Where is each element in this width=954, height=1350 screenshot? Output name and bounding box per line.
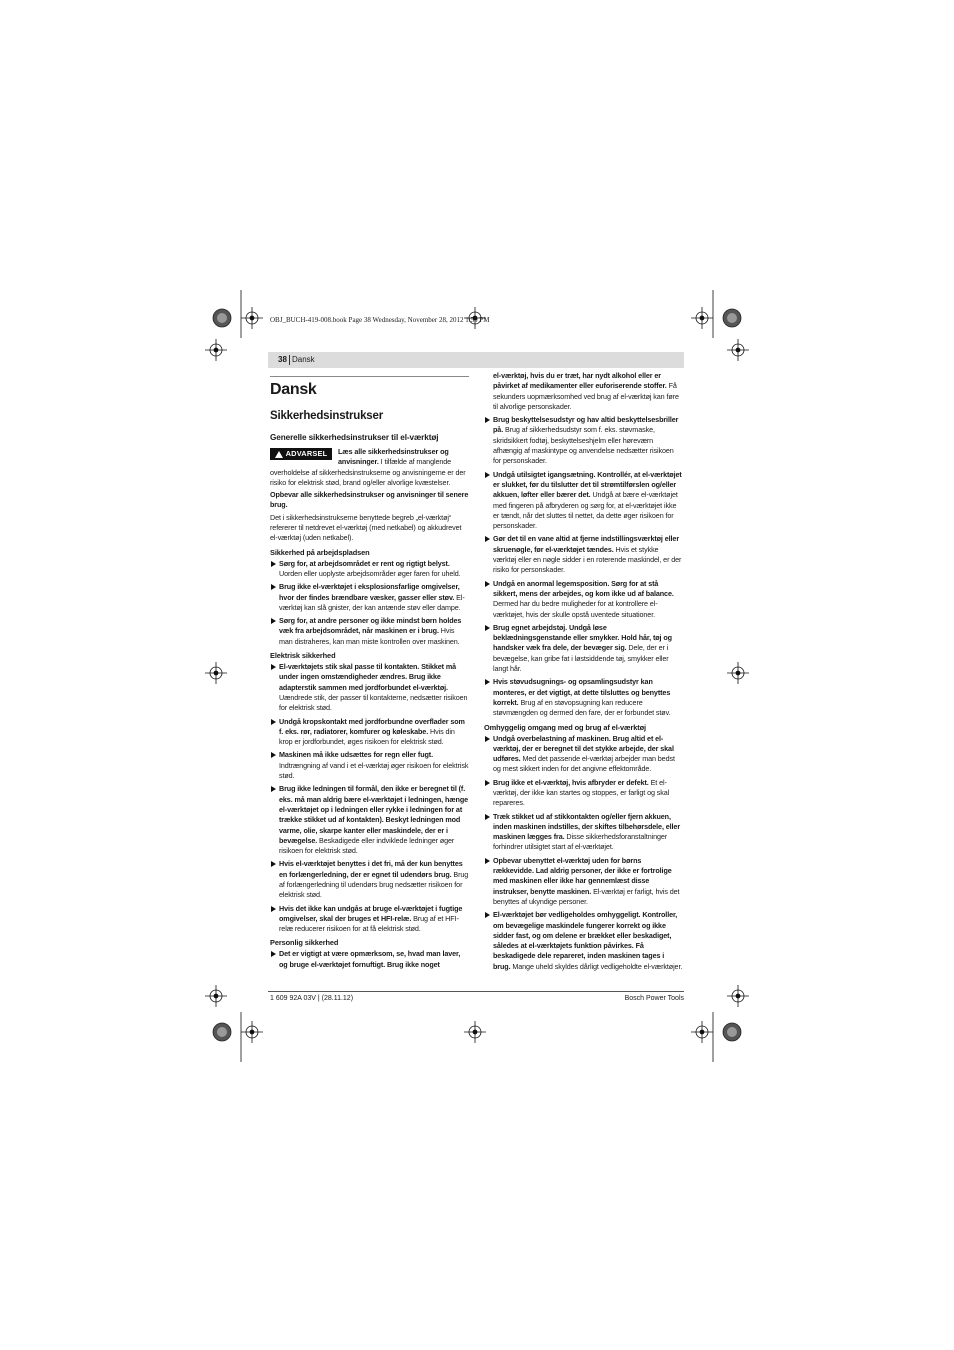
tool-use-list — [484, 734, 683, 973]
bullet-arrow-icon — [485, 472, 490, 478]
bullet-arrow-icon — [485, 912, 490, 918]
keep-notice: Opbevar alle sikkerhedsinstrukser og anvisninger til senere brug. — [270, 490, 469, 510]
bullet-arrow-icon — [485, 417, 490, 423]
bullet-arrow-icon — [271, 951, 276, 957]
bullet-arrow-icon — [485, 679, 490, 685]
list-item: el-værktøj, hvis du er træt, har nydt alkohol eller er påvirket af medikamenter eller euforiserende stoffer. Få sekunders uopmærksomhed ved brug af el-værktøj kan føre til alvorlige personskader. — [493, 371, 679, 411]
list-item: Maskinen må ikke udsættes for regn eller fugt. Indtrængning af vand i et el-værktøj øger risikoen for elektrisk stød. — [270, 750, 469, 781]
bullet-arrow-icon — [271, 618, 276, 624]
section-title: Sikkerhedsinstrukser — [270, 410, 383, 422]
list-item: El-værktøjet bør vedligeholdes omhyggeligt. Kontroller, om bevægelige maskindele fungerer korrekt og ikke sidder fast, og om delene er brækket eller beskadiget, således at el-værktøjets funktion påvirkes. Få beskadigede dele repareret, inden maskinen tages i brug. Mange uheld skyldes dårligt vedligeholdte el-værktøjer. — [484, 910, 683, 972]
left-sections — [270, 548, 469, 970]
list-item: Hvis støvudsugnings- og opsamlingsudstyr kan monteres, er det vigtigt, at dette tilsluttes og benyttes korrekt. Brug af en støvopsugning kan reducere støvmængden og dermed den fare, der er forbundet støv. — [484, 677, 683, 718]
warning-badge-label: ADVARSEL — [285, 448, 328, 458]
footer-brand: Bosch Power Tools — [624, 995, 684, 1002]
bullet-arrow-icon — [485, 536, 490, 542]
column-left — [270, 376, 469, 973]
bullet-arrow-icon — [485, 625, 490, 631]
list-item: Undgå utilsigtet igangsætning. Kontrollér, at el-værktøjet er slukket, før du tilslutter det til strømtilførslen og/eller akkuen, løfter eller bærer det. Undgå at bære el-værktøjet med fingeren på afbryderen og sørg for, at el-værktøjet ikke er tændt, når det sluttes til nettet, da dette øger risikoen for personskader. — [484, 470, 683, 532]
list-item: El-værktøjets stik skal passe til kontakten. Stikket må under ingen omstændigheder ændres. Brug ikke adapterstik sammen med jordforbundet el-værktøj. Uændrede stik, der passer til kontakterne, nedsætter risikoen for elektrisk stød. — [270, 662, 469, 713]
list-item: Hvis det ikke kan undgås at bruge el-værktøjet i fugtige omgivelser, skal der bruges et HFI-relæ. Brug af et HFI-relæ reducerer risikoen for at få elektrisk stød. — [270, 904, 469, 935]
page-number: 38 — [278, 355, 287, 364]
bullet-arrow-icon — [271, 719, 276, 725]
section-heading: Elektrisk sikkerhed — [270, 651, 336, 661]
list-item: Sørg for, at arbejdsområdet er rent og rigtigt belyst. Uorden eller uoplyste arbejdsområder øger faren for uheld. — [270, 559, 469, 580]
subsection-title: Generelle sikkerhedsinstrukser til el-værktøj — [270, 433, 439, 442]
list-item: Undgå en anormal legemsposition. Sørg for at stå sikkert, mens der arbejdes, og kom ikke ud af balance. Dermed har du bedre muligheder for at kontrollere el-værktøjet, hvis der skulle opstå uventede situationer. — [484, 579, 683, 620]
bullet-arrow-icon — [271, 906, 276, 912]
list-item: Opbevar ubenyttet el-værktøj uden for børns rækkevidde. Lad aldrig personer, der ikke er fortrolige med maskinen eller ikke har gennemlæst disse instrukser, benytte maskinen. El-værktøj er farligt, hvis det benyttes af ukyndige personer. — [484, 856, 683, 907]
list-item: Træk stikket ud af stikkontakten og/eller fjern akkuen, inden maskinen indstilles, der skiftes tilbehørsdele, eller maskinen lægges fra. Disse sikkerhedsforanstaltninger forhindrer utilsigtet start af el-værktøjet. — [484, 812, 683, 853]
warning-badge — [270, 448, 332, 460]
warning-text: Læs alle sikkerhedsinstrukser og anvisninger. I tilfælde af manglende overholdelse af sikkerhedsinstrukserne og anvisningerne er der risiko for elektrisk stød, brand og/eller alvorlige kvæstelser. — [270, 447, 466, 487]
column-right — [484, 371, 683, 975]
bullet-list — [270, 559, 469, 647]
bullet-arrow-icon — [485, 736, 490, 742]
bullet-arrow-icon — [271, 664, 276, 670]
list-item: Undgå overbelastning af maskinen. Brug altid et el-værktøj, der er beregnet til det stykke arbejde, der skal udføres. Med det passende el-værktøj arbejder man bedst og mest sikkert inden for det angivne effektområde. — [484, 734, 683, 775]
bullet-arrow-icon — [485, 814, 490, 820]
page-header — [268, 352, 684, 368]
list-item: Brug beskyttelsesudstyr og hav altid beskyttelsesbriller på. Brug af sikkerhedsudstyr som f. eks. støvmaske, skridsikkert fodtøj, beskyttelseshjelm eller høreværn afhængig af maskintype og anvendelse nedsætter risikoen for personskader. — [484, 415, 683, 466]
title-rule — [270, 376, 469, 377]
list-item: Gør det til en vane altid at fjerne indstillingsværktøj eller skruenøgle, før el-værktøjet tændes. Hvis et stykke værktøj eller en nøgle sidder i en roterende maskindel, er der risiko for personskader. — [484, 534, 683, 575]
bullet-list — [270, 949, 469, 970]
list-item: Brug egnet arbejdstøj. Undgå løse beklædningsgenstande eller smykker. Hold hår, tøj og handsker væk fra dele, der bevæger sig. Dele, der er i bevægelse, kan gribe fat i løstsiddende tøj, smykker eller langt hår. — [484, 623, 683, 674]
section-heading: Omhyggelig omgang med og brug af el-værktøj — [484, 722, 647, 732]
list-item: Sørg for, at andre personer og ikke mindst børn holdes væk fra arbejdsområdet, når maskinen er i brug. Hvis man distraheres, kan man miste kontrollen over maskinen. — [270, 616, 469, 647]
continuation-list — [484, 371, 683, 412]
list-item: Hvis el-værktøjet benyttes i det fri, må der kun benyttes en forlængerledning, der er egnet til udendørs brug. Brug af forlængerledning til udendørs brug nedsætter risikoen for elektrisk stød. — [270, 859, 469, 900]
bullet-arrow-icon — [485, 780, 490, 786]
personal-safety-list — [484, 415, 683, 718]
list-item: Brug ikke el-værktøjet i eksplosionsfarlige omgivelser, hvor der findes brændbare væsker, gasser eller støv. El-værktøj kan slå gnister, der kan antænde støv eller dampe. — [270, 582, 469, 613]
page-title: Dansk — [270, 381, 317, 398]
bullet-arrow-icon — [271, 786, 276, 792]
header-language: Dansk — [292, 355, 315, 364]
header-divider — [289, 355, 290, 365]
list-item: Undgå kropskontakt med jordforbundne overflader som f. eks. rør, radiatorer, komfurer og køleskabe. Hvis din krop er jordforbundet, øges risikoen for elektrisk stød. — [270, 717, 469, 748]
warning-block — [270, 447, 469, 488]
bullet-arrow-icon — [271, 861, 276, 867]
list-item: Brug ikke ledningen til formål, den ikke er beregnet til (f. eks. må man aldrig bære el-værktøjet i ledningen, hænge el-værktøjet op i ledningen eller rykke i ledningen for at trække stikket ud af kontakten). Beskyt ledningen mod varme, olie, skarpe kanter eller maskindele, der er i bevægelse. Beskadigede eller indviklede ledninger øger risikoen for elektrisk stød. — [270, 784, 469, 856]
footer-code: 1 609 92A 03V | (28.11.12) — [270, 995, 354, 1002]
warning-triangle-icon — [275, 451, 283, 458]
footer-rule — [268, 991, 684, 992]
bullet-arrow-icon — [485, 581, 490, 587]
bullet-arrow-icon — [271, 584, 276, 590]
definition-text: Det i sikkerhedsinstrukserne benyttede begreb „el-værktøj“ refererer til netdrevet el-værktøj (med netkabel) og akkudrevet el-værktøj (uden netkabel). — [270, 512, 462, 543]
section-heading: Sikkerhed på arbejdspladsen — [270, 547, 370, 557]
bullet-arrow-icon — [271, 752, 276, 758]
list-item: Det er vigtigt at være opmærksom, se, hvad man laver, og bruge el-værktøjet fornuftigt. Brug ikke noget — [270, 949, 469, 970]
bullet-list — [270, 662, 469, 934]
section-heading: Personlig sikkerhed — [270, 938, 339, 948]
bullet-arrow-icon — [485, 858, 490, 864]
job-line: OBJ_BUCH-419-008.book Page 38 Wednesday, November 28, 2012 1:59 PM — [270, 316, 490, 324]
list-item: Brug ikke et el-værktøj, hvis afbryder er defekt. Et el-værktøj, der ikke kan startes og stoppes, er farligt og skal repareres. — [484, 778, 683, 809]
bullet-arrow-icon — [271, 561, 276, 567]
